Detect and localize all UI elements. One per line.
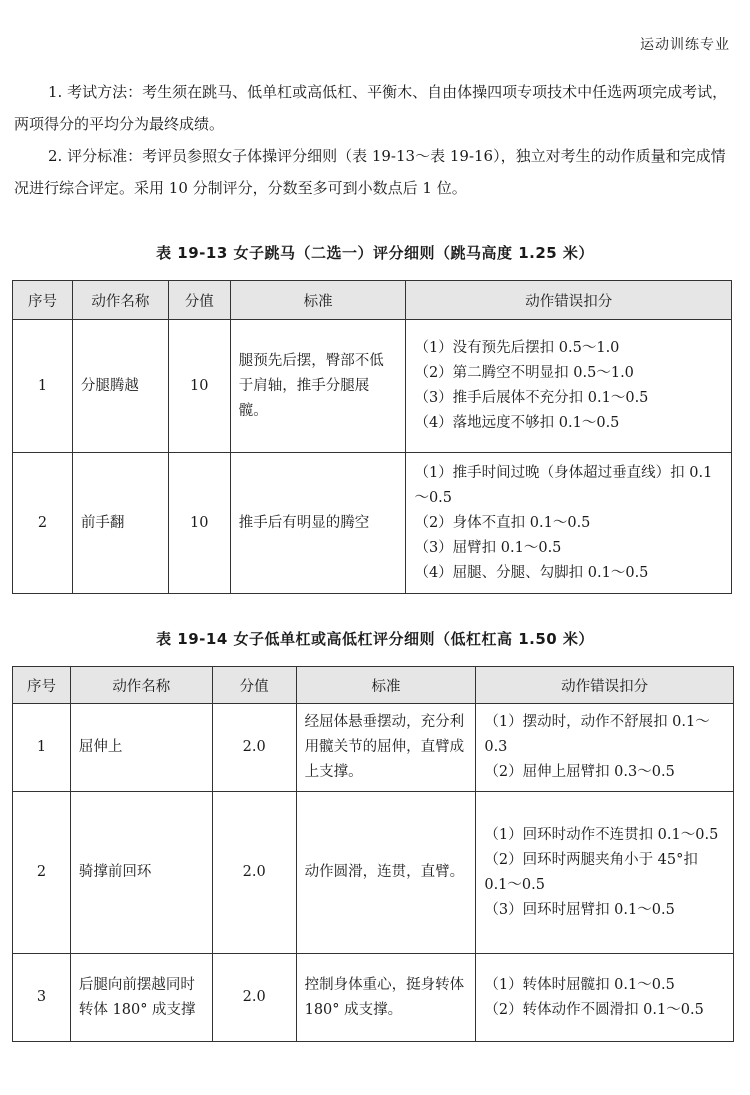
- table-19-14-title: 表 19-14 女子低单杠或高低杠评分细则（低杠杠高 1.50 米）: [156, 630, 594, 648]
- row-errors: [476, 704, 734, 792]
- error-item: （2）转体动作不圆滑扣 0.1～0.5: [484, 1001, 704, 1018]
- col-header-standard: 标准: [230, 281, 406, 320]
- row-score: 2.0: [212, 792, 296, 954]
- row-score: 10: [168, 453, 230, 594]
- table-row: [13, 792, 734, 954]
- col-header-name: 动作名称: [70, 667, 212, 704]
- section-header: 运动训练专业: [640, 37, 730, 53]
- col-header-score: 分值: [168, 281, 230, 320]
- scoring-standard-paragraph: 2. 评分标准：考评员参照女子体操评分细则（表 19-13～表 19-16），独立对考生的动作质量和完成情况进行综合评定。采用 10 分制评分，分数至多可到小数点后 1 位。: [14, 147, 726, 197]
- error-item: （1）没有预先后摆扣 0.5～1.0: [414, 340, 620, 356]
- col-header-no: 序号: [13, 281, 73, 320]
- col-header-errors: 动作错误扣分: [476, 667, 734, 704]
- col-header-name: 动作名称: [72, 281, 168, 320]
- row-name: 前手翻: [72, 453, 168, 594]
- error-item: （3）回环时屈臂扣 0.1～0.5: [484, 901, 675, 918]
- table-row: [13, 453, 732, 594]
- error-item: （1）摆动时，动作不舒展扣 0.1～0.3: [484, 714, 710, 755]
- table-row: [13, 704, 734, 792]
- row-score: 10: [168, 320, 230, 453]
- row-standard: 动作圆滑，连贯，直臂。: [296, 792, 476, 954]
- error-item: （4）落地远度不够扣 0.1～0.5: [414, 415, 620, 431]
- row-no: 2: [13, 453, 73, 594]
- error-item: （2）屈伸上屈臂扣 0.3～0.5: [484, 764, 675, 780]
- error-item: （3）屈臂扣 0.1～0.5: [414, 539, 562, 556]
- row-no: 1: [13, 704, 71, 792]
- error-item: （1）回环时动作不连贯扣 0.1～0.5: [484, 826, 719, 843]
- col-header-standard: 标准: [296, 667, 476, 704]
- table-header-row: [13, 281, 732, 320]
- row-name: 分腿腾越: [72, 320, 168, 453]
- row-score: 2.0: [212, 704, 296, 792]
- table-row: [13, 320, 732, 453]
- error-item: （1）推手时间过晚（身体超过垂直线）扣 0.1～0.5: [414, 464, 713, 506]
- col-header-no: 序号: [13, 667, 71, 704]
- col-header-score: 分值: [212, 667, 296, 704]
- error-item: （4）屈腿、分腿、勾脚扣 0.1～0.5: [414, 564, 649, 581]
- row-errors: [406, 453, 732, 594]
- exam-method-paragraph: 1. 考试方法：考生须在跳马、低单杠或高低杠、平衡木、自由体操四项专项技术中任选两项完成考试，两项得分的平均分为最终成绩。: [14, 83, 728, 133]
- row-no: 2: [13, 792, 71, 954]
- row-standard: 腿预先后摆，臀部不低于肩轴，推手分腿展髋。: [230, 320, 406, 453]
- row-name: 骑撑前回环: [70, 792, 212, 954]
- error-item: （3）推手后展体不充分扣 0.1～0.5: [414, 390, 649, 406]
- row-errors: [406, 320, 732, 453]
- error-item: （2）第二腾空不明显扣 0.5～1.0: [414, 365, 634, 381]
- col-header-errors: 动作错误扣分: [406, 281, 732, 320]
- row-errors: [476, 792, 734, 954]
- row-errors: [476, 954, 734, 1042]
- vault-scoring-table: [12, 280, 732, 594]
- table-header-row: [13, 667, 734, 704]
- row-name: 屈伸上: [70, 704, 212, 792]
- row-name: 后腿向前摆越同时转体 180° 成支撑: [70, 954, 212, 1042]
- bars-scoring-table: [12, 666, 734, 1042]
- row-no: 3: [13, 954, 71, 1042]
- table-row: [13, 954, 734, 1042]
- row-no: 1: [13, 320, 73, 453]
- row-score: 2.0: [212, 954, 296, 1042]
- error-item: （1）转体时屈髋扣 0.1～0.5: [484, 976, 675, 993]
- error-item: （2）回环时两腿夹角小于 45°扣 0.1～0.5: [484, 851, 698, 893]
- error-item: （2）身体不直扣 0.1～0.5: [414, 514, 591, 531]
- row-standard: 推手后有明显的腾空: [230, 453, 406, 594]
- table-19-13-title: 表 19-13 女子跳马（二选一）评分细则（跳马高度 1.25 米）: [156, 244, 594, 262]
- row-standard: 经屈体悬垂摆动，充分利用髋关节的屈伸，直臂成上支撑。: [296, 704, 476, 792]
- row-standard: 控制身体重心，挺身转体 180° 成支撑。: [296, 954, 476, 1042]
